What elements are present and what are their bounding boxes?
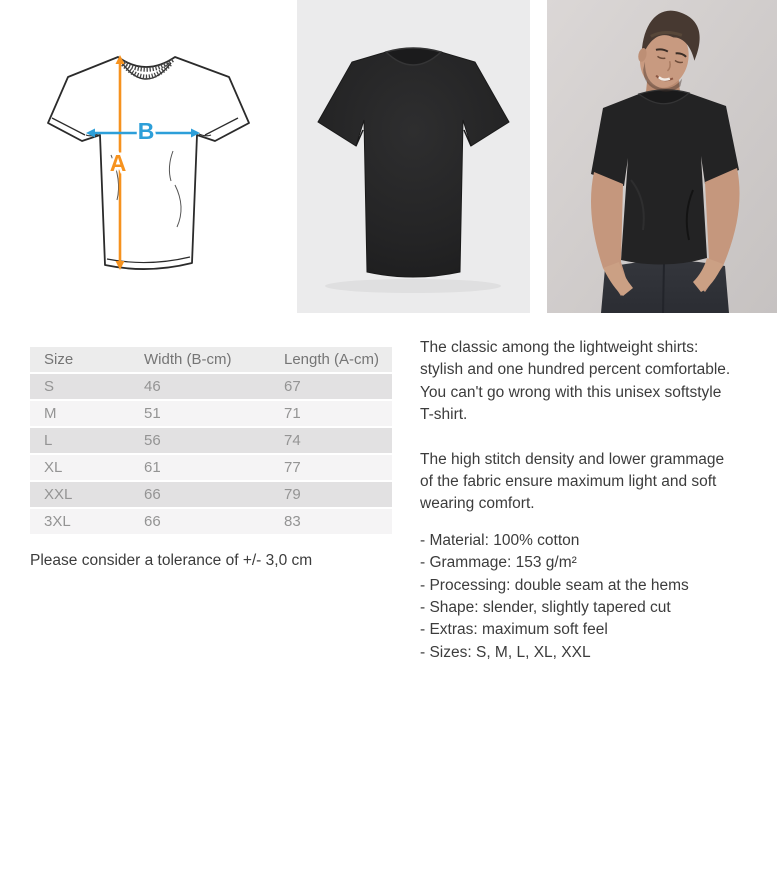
description-line: wearing comfort. xyxy=(420,495,535,513)
table-row-s xyxy=(30,373,392,400)
description-paragraph-2 xyxy=(420,449,765,516)
tolerance-note: Please consider a tolerance of +/- 3,0 cm xyxy=(30,552,313,569)
column-header-size: Size xyxy=(30,347,130,373)
table-row-m xyxy=(30,400,392,427)
cell-length: 83 xyxy=(270,508,392,535)
cell-length: 74 xyxy=(270,427,392,454)
description-line: The high stitch density and lower grammage xyxy=(420,450,725,468)
label-a: A xyxy=(109,150,127,176)
size-table xyxy=(30,347,392,536)
cell-width: 56 xyxy=(130,427,270,454)
table-row-3xl xyxy=(30,508,392,535)
description-line: You can't go wrong with this unisex softstyle xyxy=(420,383,722,401)
table-row-xxl xyxy=(30,481,392,508)
feature-item-material: - Material: 100% cotton xyxy=(420,531,580,549)
cell-length: 71 xyxy=(270,400,392,427)
cell-size: XL xyxy=(30,454,130,481)
column-header-length: Length (A-cm) xyxy=(270,347,392,373)
feature-item-sizes: - Sizes: S, M, L, XL, XXL xyxy=(420,643,591,661)
column-header-width: Width (B-cm) xyxy=(130,347,270,373)
feature-list xyxy=(420,530,765,664)
description-line: stylish and one hundred percent comfortable. xyxy=(420,361,731,379)
measurement-diagram xyxy=(25,35,265,285)
cell-length: 67 xyxy=(270,373,392,400)
model-wearing-tshirt-image xyxy=(547,0,777,313)
product-description xyxy=(420,337,765,664)
product-photo xyxy=(297,0,530,313)
feature-item-grammage: - Grammage: 153 g/m² xyxy=(420,554,577,572)
description-paragraph-1 xyxy=(420,337,765,427)
cell-size: M xyxy=(30,400,130,427)
description-line: of the fabric ensure maximum light and soft xyxy=(420,473,717,491)
cell-width: 66 xyxy=(130,481,270,508)
black-tshirt-image xyxy=(297,0,530,313)
cell-size: 3XL xyxy=(30,508,130,535)
cell-length: 79 xyxy=(270,481,392,508)
feature-item-extras: - Extras: maximum soft feel xyxy=(420,621,608,639)
tshirt-outline xyxy=(48,57,249,269)
size-table-header-row xyxy=(30,347,392,373)
cell-length: 77 xyxy=(270,454,392,481)
description-line: T-shirt. xyxy=(420,406,468,424)
cell-width: 51 xyxy=(130,400,270,427)
feature-item-processing: - Processing: double seam at the hems xyxy=(420,576,689,594)
table-row-xl xyxy=(30,454,392,481)
cell-size: XXL xyxy=(30,481,130,508)
tshirt-sketch-icon xyxy=(25,35,265,285)
label-b: B xyxy=(137,118,155,144)
cell-width: 61 xyxy=(130,454,270,481)
feature-item-shape: - Shape: slender, slightly tapered cut xyxy=(420,599,671,617)
cell-size: S xyxy=(30,373,130,400)
table-row-l xyxy=(30,427,392,454)
model-photo xyxy=(547,0,777,313)
cell-width: 46 xyxy=(130,373,270,400)
cell-size: L xyxy=(30,427,130,454)
description-line: The classic among the lightweight shirts: xyxy=(420,339,699,356)
cell-width: 66 xyxy=(130,508,270,535)
